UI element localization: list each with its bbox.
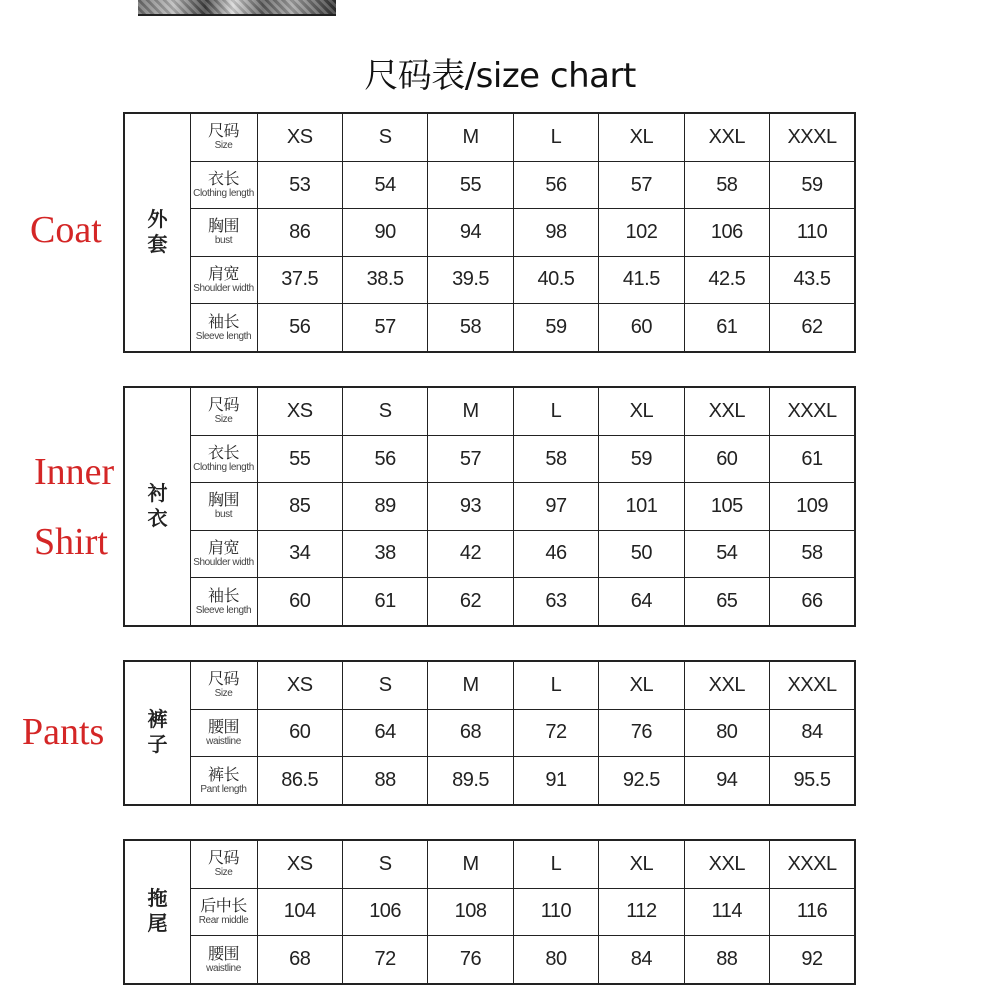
measurement-row	[124, 256, 855, 303]
measurement-label-cn: 后中长	[200, 895, 247, 915]
measurement-label-cell	[190, 483, 257, 530]
measurement-value-cell: 89	[342, 483, 427, 530]
measurement-value-cell: 72	[513, 709, 598, 756]
size-label-cn: 尺码	[207, 848, 239, 868]
measurement-value-cell: 92.5	[599, 757, 684, 805]
measurement-value-cell: 64	[599, 578, 684, 626]
measurement-value-cell: 76	[599, 709, 684, 756]
size-header-cell: XS	[257, 113, 342, 161]
measurement-value-cell: 92	[770, 936, 855, 984]
category-cell	[124, 113, 190, 352]
measurement-label-cell	[190, 936, 257, 984]
measurement-value-cell: 68	[257, 936, 342, 984]
measurement-label-cn: 肩宽	[207, 537, 239, 557]
size-header-cell: S	[342, 113, 427, 161]
measurement-value-cell: 65	[684, 578, 769, 626]
size-header-cell: L	[513, 840, 598, 888]
measurement-value-cell: 40.5	[513, 256, 598, 303]
measurement-value-cell: 54	[684, 530, 769, 577]
measurement-label-en: Clothing length	[193, 188, 254, 200]
measurement-value-cell: 58	[684, 161, 769, 208]
measurement-value-cell: 59	[599, 435, 684, 482]
measurement-value-cell: 86.5	[257, 757, 342, 805]
coat-label-line: Coat	[30, 209, 102, 251]
category-char: 拖	[147, 888, 167, 910]
measurement-label-cn: 胸围	[207, 216, 239, 236]
measurement-value-cell: 53	[257, 161, 342, 208]
category-cell	[124, 840, 190, 984]
size-header-cell: XXXL	[770, 840, 855, 888]
measurement-value-cell: 57	[342, 304, 427, 352]
size-header-row	[124, 387, 855, 435]
measurement-label-cell	[190, 578, 257, 626]
measurement-label-en: Clothing length	[193, 462, 254, 474]
measurement-value-cell: 104	[257, 888, 342, 935]
measurement-value-cell: 80	[513, 936, 598, 984]
measurement-value-cell: 114	[684, 888, 769, 935]
size-label-cell	[190, 661, 257, 709]
measurement-label-en: Shoulder width	[193, 282, 254, 294]
measurement-row	[124, 530, 855, 577]
size-header-cell: XXL	[684, 387, 769, 435]
measurement-label-en: bust	[214, 235, 233, 247]
inner-shirt-size-table	[123, 386, 856, 627]
category-char: 套	[147, 233, 167, 256]
measurement-value-cell: 106	[342, 888, 427, 935]
measurement-value-cell: 94	[684, 757, 769, 805]
measurement-value-cell: 57	[599, 161, 684, 208]
measurement-value-cell: 95.5	[770, 757, 855, 805]
inner-shirt-table-body	[124, 387, 855, 626]
measurement-value-cell: 37.5	[257, 256, 342, 303]
measurement-label-cell	[190, 757, 257, 805]
measurement-row	[124, 936, 855, 984]
category-cell	[124, 661, 190, 805]
measurement-value-cell: 85	[257, 483, 342, 530]
measurement-label-en: bust	[214, 509, 233, 521]
measurement-row	[124, 161, 855, 208]
measurement-value-cell: 42	[428, 530, 513, 577]
measurement-value-cell: 59	[770, 161, 855, 208]
measurement-value-cell: 84	[770, 709, 855, 756]
tail-table-body	[124, 840, 855, 984]
size-header-cell: XXXL	[770, 661, 855, 709]
category-char: 裤	[147, 709, 167, 731]
measurement-label-cn: 衣长	[207, 443, 239, 463]
measurement-value-cell: 58	[770, 530, 855, 577]
measurement-value-cell: 58	[513, 435, 598, 482]
size-label-cell	[190, 840, 257, 888]
measurement-label-cn: 胸围	[207, 490, 239, 510]
measurement-value-cell: 76	[428, 936, 513, 984]
size-header-cell: M	[428, 661, 513, 709]
measurement-value-cell: 54	[342, 161, 427, 208]
measurement-value-cell: 34	[257, 530, 342, 577]
measurement-label-en: Sleeve length	[195, 330, 252, 342]
size-header-row	[124, 113, 855, 161]
measurement-label-en: waistline	[206, 962, 241, 974]
category-char: 衬	[147, 482, 167, 505]
category-char: 子	[147, 734, 167, 756]
size-label-cn: 尺码	[207, 669, 239, 689]
size-header-cell: XS	[257, 387, 342, 435]
measurement-value-cell: 61	[770, 435, 855, 482]
measurement-row	[124, 709, 855, 756]
size-header-row	[124, 661, 855, 709]
measurement-row	[124, 578, 855, 626]
size-header-cell: M	[428, 840, 513, 888]
measurement-value-cell: 55	[257, 435, 342, 482]
category-char: 衣	[147, 507, 167, 530]
measurement-label-en: Sleeve length	[195, 604, 252, 616]
measurement-label-cell	[190, 709, 257, 756]
measurement-value-cell: 105	[684, 483, 769, 530]
pants-table-body	[124, 661, 855, 805]
size-header-cell: XXL	[684, 661, 769, 709]
measurement-value-cell: 108	[428, 888, 513, 935]
measurement-value-cell: 39.5	[428, 256, 513, 303]
measurement-value-cell: 56	[342, 435, 427, 482]
measurement-value-cell: 109	[770, 483, 855, 530]
measurement-value-cell: 97	[513, 483, 598, 530]
measurement-value-cell: 72	[342, 936, 427, 984]
measurement-label-cell	[190, 435, 257, 482]
inner-shirt-label-line-2: Shirt	[34, 521, 108, 563]
measurement-value-cell: 94	[428, 209, 513, 256]
measurement-label-en: Shoulder width	[193, 556, 254, 568]
measurement-row	[124, 209, 855, 256]
measurement-value-cell: 55	[428, 161, 513, 208]
measurement-value-cell: 50	[599, 530, 684, 577]
category-cell	[124, 387, 190, 626]
measurement-value-cell: 46	[513, 530, 598, 577]
size-label-cn: 尺码	[207, 395, 239, 415]
size-header-cell: S	[342, 661, 427, 709]
category-char: 外	[147, 208, 167, 231]
measurement-value-cell: 43.5	[770, 256, 855, 303]
measurement-value-cell: 68	[428, 709, 513, 756]
measurement-value-cell: 88	[684, 936, 769, 984]
measurement-value-cell: 112	[599, 888, 684, 935]
measurement-value-cell: 56	[513, 161, 598, 208]
measurement-value-cell: 66	[770, 578, 855, 626]
coat-table-body	[124, 113, 855, 352]
measurement-label-cell	[190, 530, 257, 577]
measurement-value-cell: 80	[684, 709, 769, 756]
measurement-value-cell: 89.5	[428, 757, 513, 805]
size-header-cell: S	[342, 387, 427, 435]
measurement-value-cell: 86	[257, 209, 342, 256]
size-header-cell: L	[513, 113, 598, 161]
measurement-value-cell: 64	[342, 709, 427, 756]
measurement-value-cell: 59	[513, 304, 598, 352]
measurement-label-en: Pant length	[200, 783, 247, 795]
size-header-cell: S	[342, 840, 427, 888]
size-header-cell: XXL	[684, 113, 769, 161]
measurement-value-cell: 42.5	[684, 256, 769, 303]
measurement-value-cell: 110	[513, 888, 598, 935]
size-header-row	[124, 840, 855, 888]
measurement-value-cell: 62	[428, 578, 513, 626]
pants-label	[22, 713, 104, 751]
measurement-value-cell: 106	[684, 209, 769, 256]
pants-size-table	[123, 660, 856, 806]
measurement-label-cn: 衣长	[207, 169, 239, 189]
size-header-cell: XXXL	[770, 113, 855, 161]
measurement-value-cell: 88	[342, 757, 427, 805]
measurement-value-cell: 61	[342, 578, 427, 626]
size-label-en: Size	[214, 688, 233, 700]
measurement-label-cell	[190, 304, 257, 352]
measurement-value-cell: 110	[770, 209, 855, 256]
coat-size-table	[123, 112, 856, 353]
measurement-row	[124, 304, 855, 352]
measurement-value-cell: 38	[342, 530, 427, 577]
size-label-cn: 尺码	[207, 121, 239, 141]
tail-size-table	[123, 839, 856, 985]
page-title: 尺码表/size chart	[364, 56, 636, 96]
coat-label	[30, 211, 102, 249]
measurement-value-cell: 60	[684, 435, 769, 482]
measurement-value-cell: 91	[513, 757, 598, 805]
measurement-label-en: Rear middle	[198, 914, 249, 926]
size-header-cell: XL	[599, 840, 684, 888]
size-label-en: Size	[214, 867, 233, 879]
measurement-row	[124, 483, 855, 530]
size-label-cell	[190, 387, 257, 435]
measurement-label-cn: 腰围	[207, 943, 239, 963]
size-header-cell: XL	[599, 661, 684, 709]
measurement-label-cn: 腰围	[207, 716, 239, 736]
measurement-value-cell: 84	[599, 936, 684, 984]
size-header-cell: XS	[257, 840, 342, 888]
measurement-label-cell	[190, 161, 257, 208]
measurement-value-cell: 60	[257, 578, 342, 626]
size-label-en: Size	[214, 140, 233, 152]
measurement-value-cell: 60	[599, 304, 684, 352]
inner-shirt-label-line-1: Inner	[34, 451, 115, 493]
size-header-cell: XXXL	[770, 387, 855, 435]
measurement-value-cell: 93	[428, 483, 513, 530]
size-label-en: Size	[214, 414, 233, 426]
category-char: 尾	[147, 913, 167, 935]
measurement-row	[124, 757, 855, 805]
measurement-value-cell: 41.5	[599, 256, 684, 303]
measurement-label-cn: 袖长	[207, 585, 239, 605]
measurement-value-cell: 57	[428, 435, 513, 482]
measurement-value-cell: 63	[513, 578, 598, 626]
measurement-row	[124, 888, 855, 935]
size-header-cell: XS	[257, 661, 342, 709]
measurement-label-en: waistline	[206, 735, 241, 747]
size-header-cell: XL	[599, 113, 684, 161]
measurement-value-cell: 60	[257, 709, 342, 756]
product-photo-strip	[138, 0, 336, 16]
measurement-label-cell	[190, 888, 257, 935]
size-header-cell: M	[428, 113, 513, 161]
measurement-value-cell: 61	[684, 304, 769, 352]
measurement-value-cell: 116	[770, 888, 855, 935]
inner-shirt-label	[34, 437, 114, 577]
size-label-cell	[190, 113, 257, 161]
measurement-value-cell: 58	[428, 304, 513, 352]
measurement-value-cell: 98	[513, 209, 598, 256]
measurement-label-cn: 肩宽	[207, 263, 239, 283]
measurement-value-cell: 90	[342, 209, 427, 256]
measurement-value-cell: 38.5	[342, 256, 427, 303]
measurement-value-cell: 102	[599, 209, 684, 256]
size-header-cell: L	[513, 387, 598, 435]
size-header-cell: XXL	[684, 840, 769, 888]
size-header-cell: XL	[599, 387, 684, 435]
measurement-value-cell: 56	[257, 304, 342, 352]
measurement-value-cell: 62	[770, 304, 855, 352]
size-header-cell: L	[513, 661, 598, 709]
pants-label-line: Pants	[22, 711, 105, 753]
measurement-row	[124, 435, 855, 482]
measurement-label-cn: 袖长	[207, 311, 239, 331]
measurement-value-cell: 101	[599, 483, 684, 530]
measurement-label-cn: 裤长	[207, 764, 239, 784]
measurement-label-cell	[190, 209, 257, 256]
size-header-cell: M	[428, 387, 513, 435]
measurement-label-cell	[190, 256, 257, 303]
